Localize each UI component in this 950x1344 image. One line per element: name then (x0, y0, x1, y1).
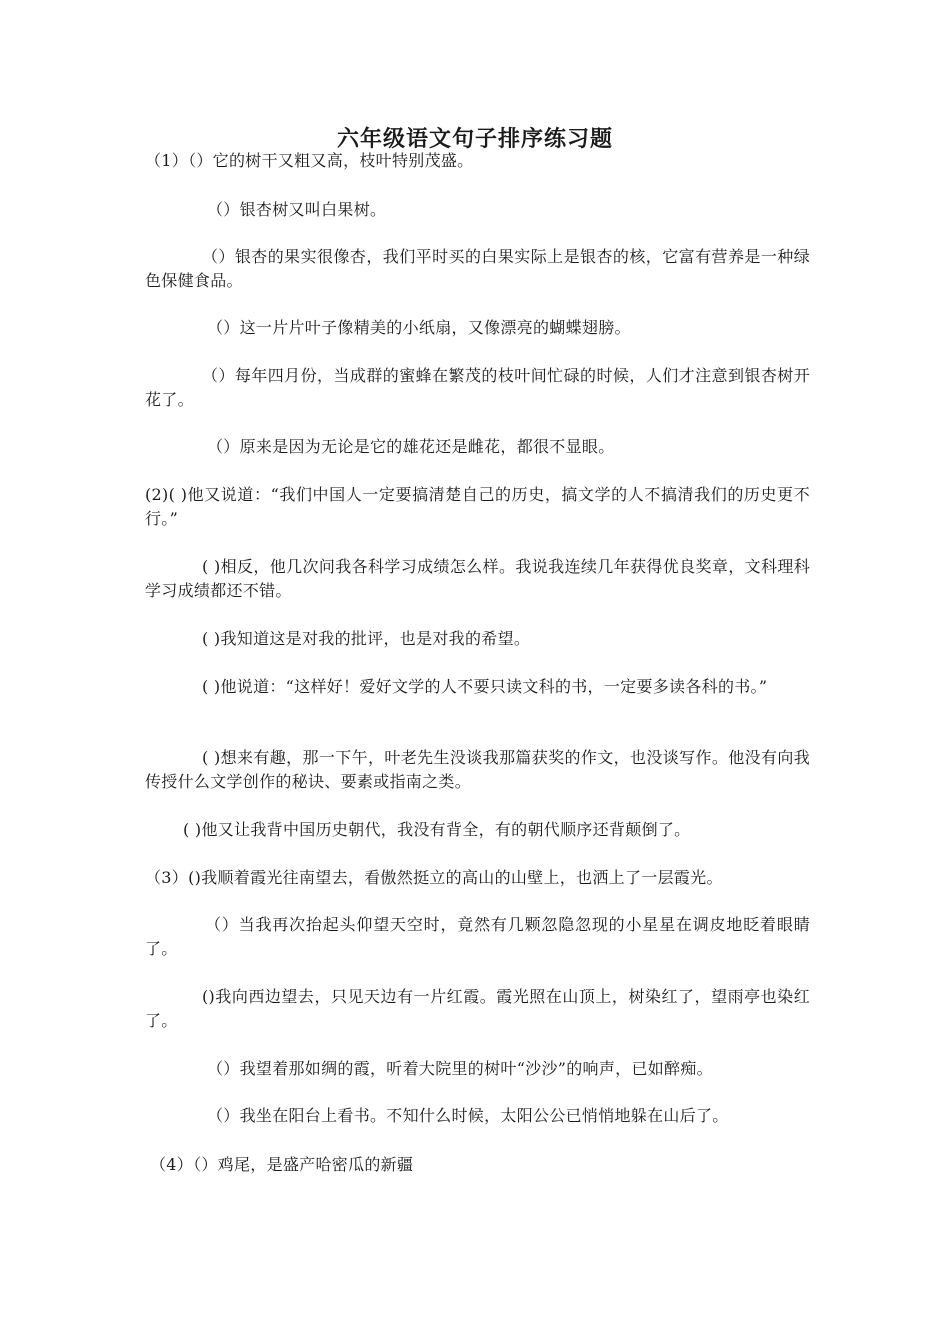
text-line: （）原来是因为无论是它的雄花还是雌花，都很不显眼。 (207, 437, 615, 456)
page-title: 六年级语文句子排序练习题 (336, 127, 613, 152)
text-line: ( )想来有趣，那一下午，叶老先生没谈我那篇获奖的作文，也没谈写作。他没有向我传授什么文学创作的秘诀、要素或指南之类。 (145, 748, 810, 791)
text-line: （）银杏的果实很像杏，我们平时买的白果实际上是银杏的核，它富有营养是一种绿色保健食品。 (145, 247, 810, 290)
text-line: （）当我再次抬起头仰望天空时，竟然有几颗忽隐忽现的小星星在调皮地眨着眼睛了。 (145, 915, 810, 958)
text-line: （）我望着那如绸的霞，听着大院里的树叶“沙沙”的响声，已如醉痴。 (207, 1059, 713, 1078)
text-line: （）每年四月份，当成群的蜜蜂在繁茂的枝叶间忙碌的时候，人们才注意到银杏树开花了。 (145, 366, 810, 409)
text-line: （4）（）鸡尾，是盛产哈密瓜的新疆 (150, 1155, 414, 1174)
text-line: （）这一片片叶子像精美的小纸扇，又像漂亮的蝴蝶翅膀。 (207, 318, 631, 337)
text-line: ( )我知道这是对我的批评，也是对我的希望。 (202, 629, 531, 648)
text-line: (2)( )他又说道：“我们中国人一定要搞清楚自己的历史，搞文学的人不搞清我们的历史更不行。” (145, 485, 810, 528)
text-line: （）银杏树又叫白果树。 (207, 200, 387, 219)
text-line: （）我坐在阳台上看书。不知什么时候，太阳公公已悄悄地躲在山后了。 (207, 1106, 729, 1125)
text-line: ( )他又让我背中国历史朝代，我没有背全，有的朝代顺序还背颠倒了。 (183, 820, 691, 839)
text-line: （1）（）它的树干又粗又高，枝叶特别茂盛。 (145, 151, 474, 170)
text-line: （3）()我顺着霞光往南望去，看傲然挺立的高山的山壁上，也洒上了一层霞光。 (145, 868, 723, 887)
text-line: ()我向西边望去，只见天边有一片红霞。霞光照在山顶上，树染红了，望雨亭也染红了。 (145, 987, 810, 1030)
text-line: ( )他说道：“这样好！爱好文学的人不要只读文科的书，一定要多读各科的书。” (202, 677, 768, 696)
text-line: ( )相反，他几次问我各科学习成绩怎么样。我说我连续几年获得优良奖章，文科理科学习成绩都还不错。 (145, 557, 810, 600)
